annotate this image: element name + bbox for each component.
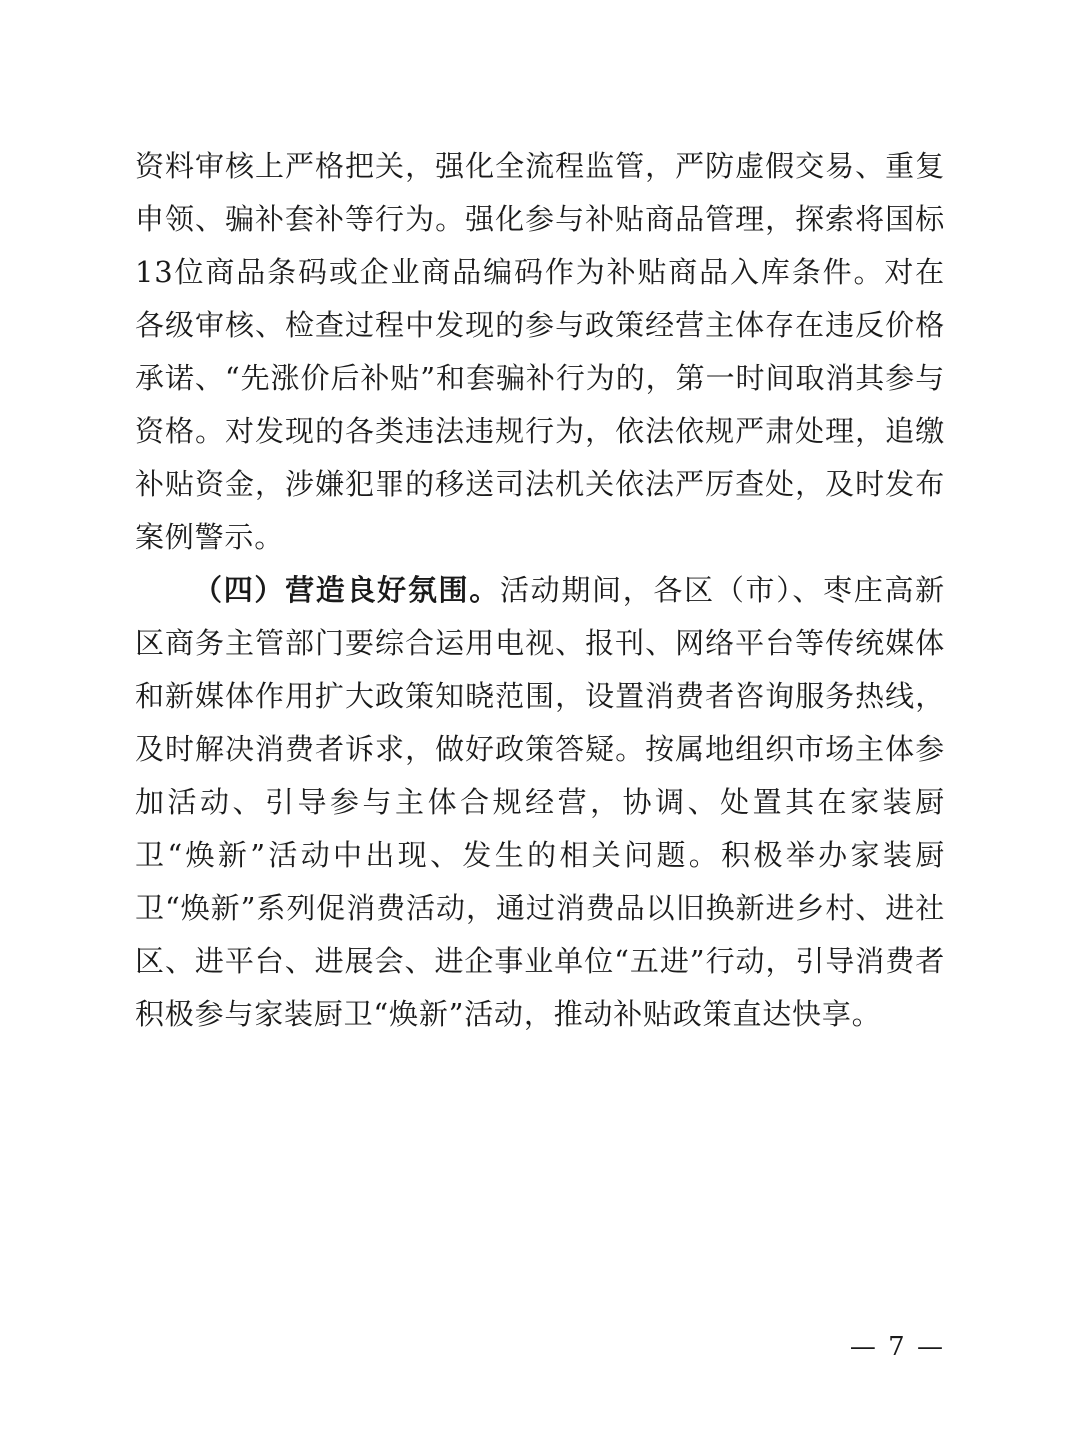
paragraph-continuation (135, 140, 945, 564)
paragraph-text: 资料审核上严格把关，强化全流程监管，严防虚假交易、重复申领、骗补套补等行为。强化参与补贴商品管理，探索将国标13位商品条码或企业商品编码作为补贴商品入库条件。对在各级审核、检查过程中发现的参与政策经营主体存在违反价格承诺、“先涨价后补贴”和套骗补行为的，第一时间取消其参与资格。对发现的各类违法违规行为，依法依规严肃处理，追缴补贴资金，涉嫌犯罪的移送司法机关依法严厉查处，及时发布案例警示。 (135, 149, 945, 554)
document-body (135, 140, 945, 1041)
page-number: — 7 — (849, 1332, 945, 1362)
section-heading: （四）营造良好氛围。 (193, 573, 500, 607)
paragraph-section-four (135, 564, 945, 1041)
paragraph-text: 活动期间，各区（市）、枣庄高新区商务主管部门要综合运用电视、报刊、网络平台等传统媒体和新媒体作用扩大政策知晓范围，设置消费者咨询服务热线，及时解决消费者诉求，做好政策答疑。按属地组织市场主体参加活动、引导参与主体合规经营，协调、处置其在家装厨卫“焕新”活动中出现、发生的相关问题。积极举办家装厨卫“焕新”系列促消费活动，通过消费品以旧换新进乡村、进社区、进平台、进展会、进企事业单位“五进”行动，引导消费者积极参与家装厨卫“焕新”活动，推动补贴政策直达快享。 (135, 573, 945, 1031)
